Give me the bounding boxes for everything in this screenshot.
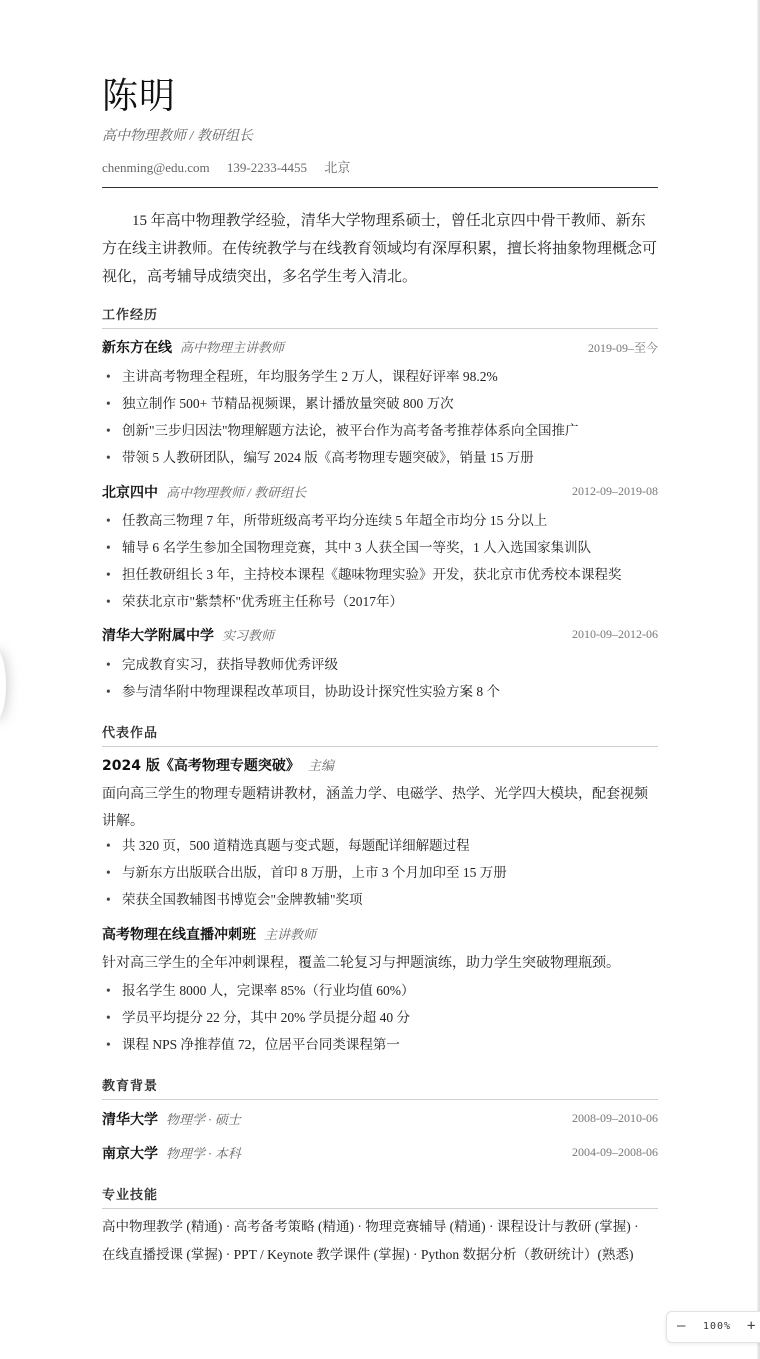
side-handle[interactable]: [0, 650, 6, 720]
skills-line: 高中物理教学 (精通) · 高考备考策略 (精通) · 物理竞赛辅导 (精通) · 课程设计与教研 (掌握) ·: [102, 1219, 639, 1234]
contact-city: 北京: [324, 160, 351, 175]
skills-line: 在线直播授课 (掌握) · PPT / Keynote 教学课件 (掌握) · Python 数据分析（教研统计）(熟悉): [102, 1247, 634, 1262]
work-role: 主编: [307, 758, 334, 773]
list-item: • 荣获北京市"紫禁杯"优秀班主任称号（2017年）: [102, 588, 658, 615]
job-date: 2012-09–2019-08: [572, 484, 658, 498]
list-item: • 带领 5 人教研团队，编写 2024 版《高考物理专题突破》，销量 15 万册: [102, 444, 658, 471]
list-item: • 创新"三步归因法"物理解题方法论，被平台作为高考备考推荐体系向全国推广: [102, 417, 658, 444]
edu-degree: 物理学 · 本科: [166, 1146, 241, 1161]
job-header: [102, 625, 658, 647]
list-item: • 独立制作 500+ 节精品视频课，累计播放量突破 800 万次: [102, 390, 658, 417]
work-description: 针对高三学生的全年冲刺课程，覆盖二轮复习与押题演练，助力学生突破物理瓶颈。: [102, 956, 620, 971]
job-bullets: [102, 507, 658, 615]
contact-phone: 139-2233-4455: [226, 160, 308, 175]
header-divider: [102, 187, 658, 188]
edu-date: 2008-09–2010-06: [572, 1111, 658, 1125]
edu-degree: 物理学 · 硕士: [166, 1112, 241, 1127]
work-header: [102, 924, 658, 946]
job-role: 高中物理教师 / 教研组长: [166, 485, 307, 500]
list-item: • 辅导 6 名学生参加全国物理竞赛，其中 3 人获全国一等奖，1 人入选国家集训队: [102, 534, 658, 561]
section-title-skills: 专业技能: [102, 1184, 658, 1209]
section-title-work: 工作经历: [102, 304, 658, 329]
job-header: [102, 482, 658, 504]
summary-paragraph: 15 年高中物理教学经验，清华大学物理系硕士，曾任北京四中骨干教师、新东方在线主讲教师。在传统教学与在线教育领域均有深厚积累，擅长将抽象物理概念可视化，高考辅导成绩突出，多名学生考入清北。: [102, 213, 658, 285]
candidate-name: 陈明: [102, 76, 177, 117]
edu-school: 南京大学: [102, 1146, 158, 1162]
zoom-out-button[interactable]: —: [677, 1318, 686, 1334]
zoom-control: [666, 1311, 760, 1343]
job-date: 2019-09–至今: [588, 341, 658, 355]
work-role: 主讲教师: [264, 927, 317, 942]
work-header: [102, 755, 658, 777]
job-org: 新东方在线: [102, 340, 172, 356]
list-item: • 荣获全国教辅图书博览会"金牌教辅"奖项: [102, 886, 658, 913]
zoom-in-button[interactable]: +: [747, 1318, 756, 1334]
zoom-level: 100%: [703, 1321, 732, 1332]
work-bullets: [102, 977, 658, 1058]
job-header: [102, 337, 658, 359]
job-org: 清华大学附属中学: [102, 628, 214, 644]
education-row: [102, 1143, 658, 1165]
list-item: • 课程 NPS 净推荐值 72，位居平台同类课程第一: [102, 1031, 658, 1058]
list-item: • 主讲高考物理全程班，年均服务学生 2 万人，课程好评率 98.2%: [102, 363, 658, 390]
list-item: • 任教高三物理 7 年，所带班级高考平均分连续 5 年超全市均分 15 分以上: [102, 507, 658, 534]
contact-email[interactable]: chenming@edu.com: [102, 160, 210, 175]
job-bullets: [102, 651, 658, 705]
education-row: [102, 1109, 658, 1131]
list-item: • 学员平均提分 22 分，其中 20% 学员提分超 40 分: [102, 1004, 658, 1031]
work-title: 高考物理在线直播冲刺班: [102, 927, 256, 943]
job-org: 北京四中: [102, 485, 158, 501]
list-item: • 报名学生 8000 人，完课率 85%（行业均值 60%）: [102, 977, 658, 1004]
section-title-works: 代表作品: [102, 722, 658, 747]
contact-line: [102, 157, 364, 176]
work-bullets: [102, 832, 658, 913]
list-item: • 共 320 页，500 道精选真题与变式题，每题配详细解题过程: [102, 832, 658, 859]
list-item: • 完成教育实习，获指导教师优秀评级: [102, 651, 658, 678]
skills-list: [102, 1213, 658, 1269]
edu-date: 2004-09–2008-06: [572, 1145, 658, 1159]
job-bullets: [102, 363, 658, 471]
section-title-education: 教育背景: [102, 1075, 658, 1100]
job-role: 高中物理主讲教师: [180, 340, 285, 355]
list-item: • 参与清华附中物理课程改革项目，协助设计探究性实验方案 8 个: [102, 678, 658, 705]
candidate-title: 高中物理教师 / 教研组长: [102, 129, 253, 144]
work-description: 面向高三学生的物理专题精讲教材，涵盖力学、电磁学、热学、光学四大模块，配套视频讲解。: [102, 787, 648, 829]
job-date: 2010-09–2012-06: [572, 627, 658, 641]
edu-school: 清华大学: [102, 1112, 158, 1128]
job-role: 实习教师: [222, 628, 275, 643]
list-item: • 与新东方出版联合出版，首印 8 万册，上市 3 个月加印至 15 万册: [102, 859, 658, 886]
work-title: 2024 版《高考物理专题突破》: [102, 758, 300, 774]
list-item: • 担任教研组长 3 年，主持校本课程《趣味物理实验》开发，获北京市优秀校本课程奖: [102, 561, 658, 588]
